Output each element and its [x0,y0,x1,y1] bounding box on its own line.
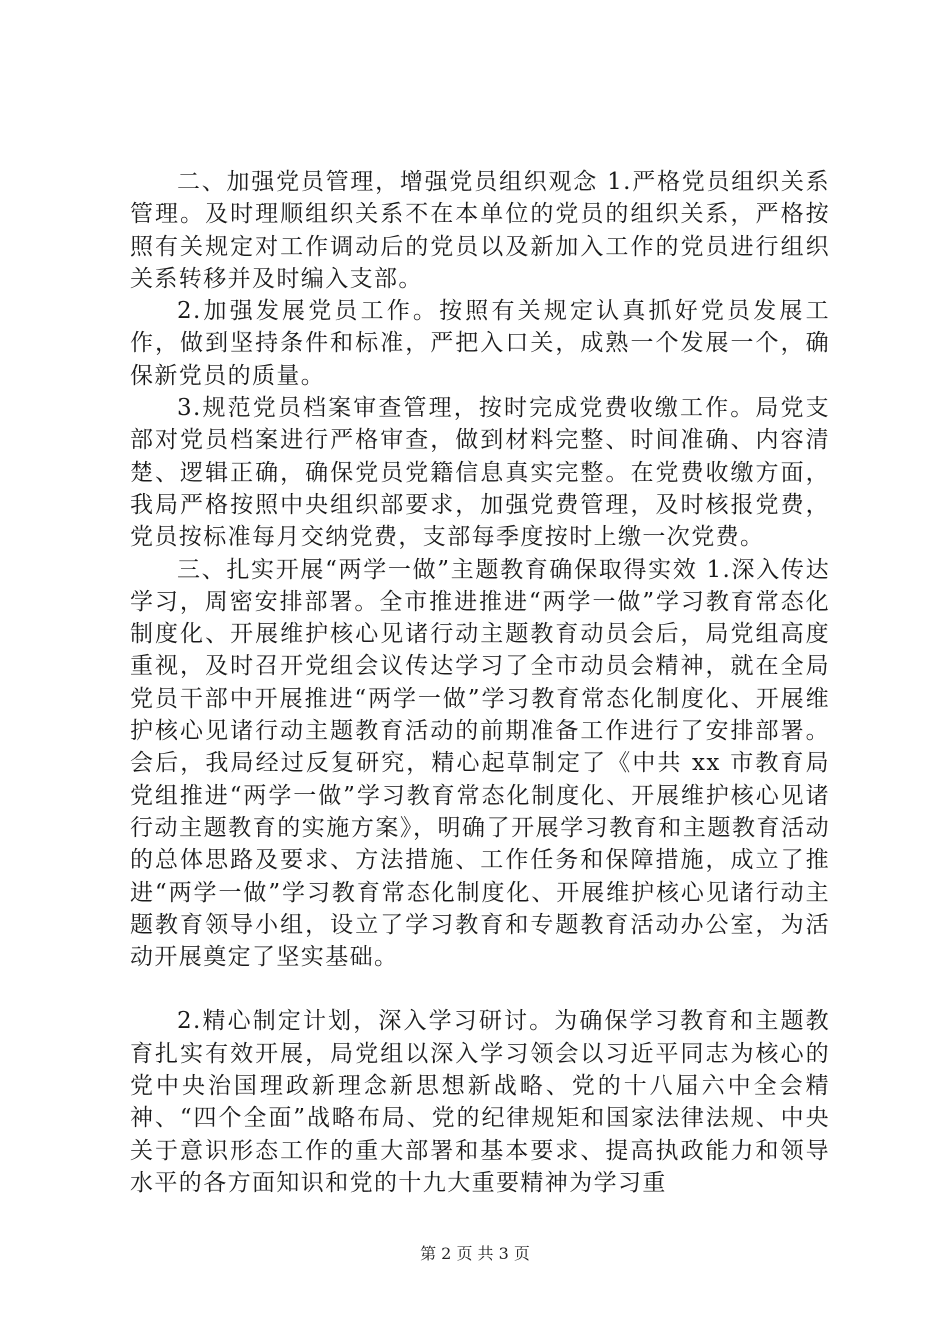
paragraph-party-member-management: 二、加强党员管理，增强党员组织观念 1.严格党员组织关系管理。及时理顺组织关系不在本单位的党员的组织关系，严格按照有关规定对工作调动后的党员以及新加入工作的党员进行组织关系转移并及时编入支部。 [130,169,830,292]
paragraph-theme-education: 三、扎实开展“两学一做”主题教育确保取得实效 1.深入传达学习，周密安排部署。全市推进推进“两学一做”学习教育常态化制度化、开展维护核心见诸行动主题教育动员会后，局党组高度重视，及时召开党组会议传达学习了全市动员会精神，就在全局党员干部中开展推进“两学一做”学习教育常态化制度化、开展维护核心见诸行动主题教育活动的前期准备工作进行了安排部署。会后，我局经过反复研究，精心起草制定了《中共 xx 市教育局党组推进“两学一做”学习教育常态化制度化、开展维护核心见诸行动主题教育的实施方案》，明确了开展学习教育和主题教育活动的总体思路及要求、方法措施、工作任务和保障措施，成立了推进“两学一做”学习教育常态化制度化、开展维护核心见诸行动主题教育领导小组，设立了学习教育和专题教育活动办公室，为活动开展奠定了坚实基础。 [130,556,830,971]
paragraph-archive-review: 3.规范党员档案审查管理，按时完成党费收缴工作。局党支部对党员档案进行严格审查，做到材料完整、时间准确、内容清楚、逻辑正确，确保党员党籍信息真实完整。在党费收缴方面，我局严格按照中央组织部要求，加强党费管理，及时核报党费，党员按标准每月交纳党费，支部每季度按时上缴一次党费。 [130,395,830,551]
paragraph-member-development: 2.加强发展党员工作。按照有关规定认真抓好党员发展工作，做到坚持条件和标准，严把入口关，成熟一个发展一个，确保新党员的质量。 [130,298,830,389]
page-footer [0,1244,950,1264]
paragraph-study-plan: 2.精心制定计划，深入学习研讨。为确保学习教育和主题教育扎实有效开展，局党组以深入学习领会以习近平同志为核心的党中央治国理政新理念新思想新战略、党的十八届六中全会精神、“四个全面”战略布局、党的纪律规矩和国家法律法规、中央关于意识形态工作的重大部署和基本要求、提高执政能力和领导水平的各方面知识和党的十九大重要精神为学习重 [130,1008,830,1196]
document-body [130,166,830,1199]
page-number-label: 第 2 页 共 3 页 [420,1244,530,1263]
